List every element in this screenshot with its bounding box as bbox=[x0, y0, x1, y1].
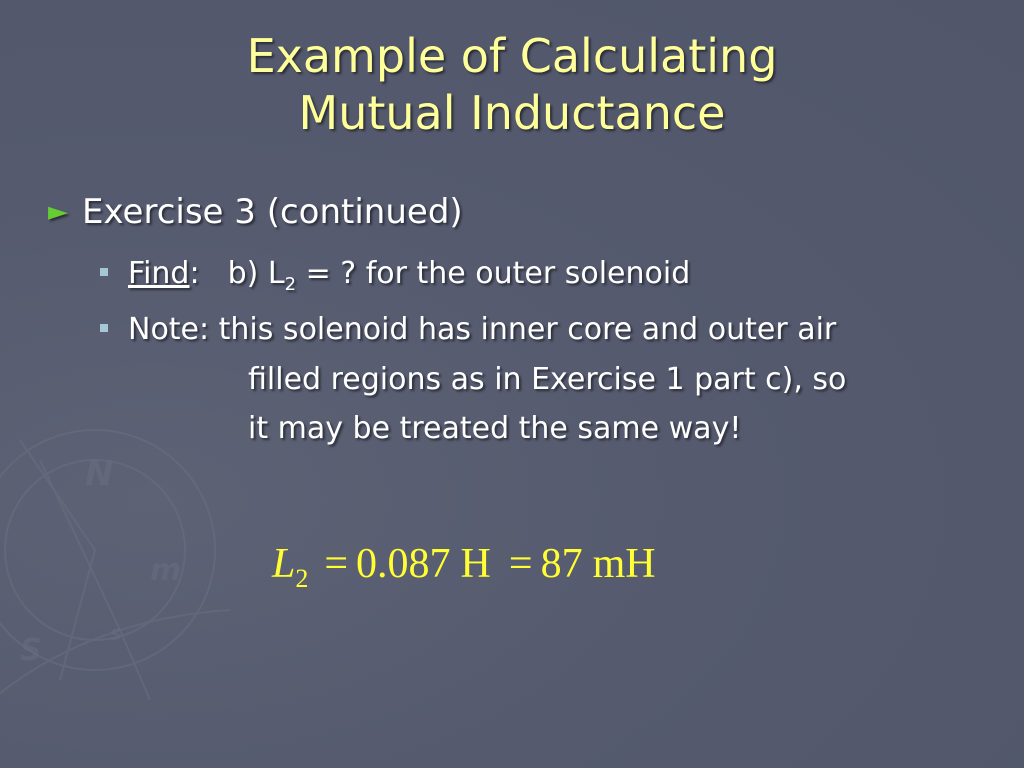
equation-variable: L bbox=[272, 541, 296, 587]
equation-equals-2: = bbox=[508, 541, 533, 587]
equation-subscript: 2 bbox=[295, 564, 309, 593]
svg-text:S: S bbox=[20, 633, 42, 668]
find-subscript: 2 bbox=[284, 274, 297, 295]
square-bullet-icon bbox=[100, 324, 108, 332]
find-label: Find bbox=[128, 256, 190, 291]
find-text-prefix: b) L bbox=[227, 256, 285, 291]
title-line-1: Example of Calculating bbox=[246, 29, 778, 83]
bullet-exercise bbox=[48, 190, 463, 234]
svg-text:m: m bbox=[150, 553, 182, 588]
equation-unit-1: H bbox=[460, 541, 491, 587]
slide-title bbox=[0, 28, 1024, 142]
bullet-exercise-text: Exercise 3 (continued) bbox=[82, 192, 463, 232]
svg-text:N: N bbox=[85, 454, 114, 494]
equation-value-1: 0.087 bbox=[356, 541, 451, 587]
sub-bullet-note bbox=[128, 306, 836, 354]
svg-text:S: S bbox=[110, 625, 122, 644]
equation-equals-1: = bbox=[324, 541, 349, 587]
sub-bullet-find bbox=[128, 250, 690, 309]
note-line-3: it may be treated the same way! bbox=[248, 411, 742, 446]
triangle-bullet-icon: ► bbox=[48, 197, 68, 227]
note-line-1: Note: this solenoid has inner core and outer air bbox=[128, 312, 837, 347]
square-bullet-icon bbox=[100, 268, 108, 276]
title-line-2: Mutual Inductance bbox=[298, 86, 726, 140]
inductance-equation bbox=[272, 536, 656, 607]
find-text-suffix: = ? for the outer solenoid bbox=[296, 256, 691, 291]
note-line-2: filled regions as in Exercise 1 part c), so bbox=[248, 362, 847, 397]
equation-unit-2: mH bbox=[592, 541, 656, 587]
equation-value-2: 87 bbox=[540, 541, 583, 587]
find-colon: : bbox=[189, 256, 200, 291]
